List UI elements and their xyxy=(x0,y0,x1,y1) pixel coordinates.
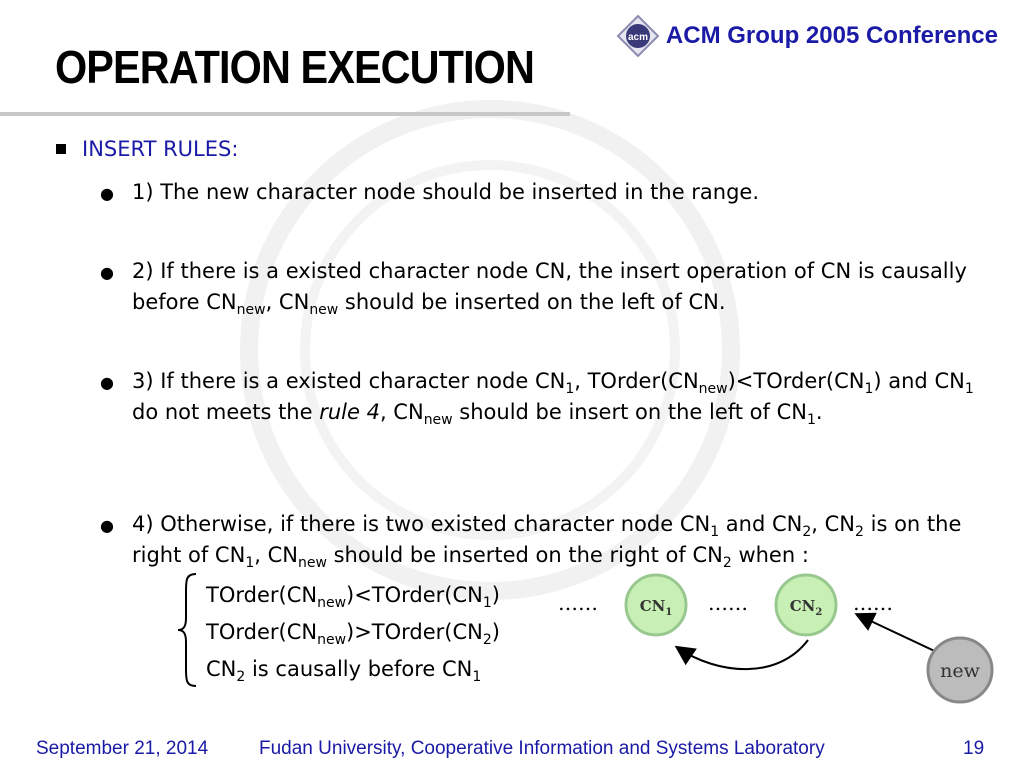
bullet-icon: ● xyxy=(100,263,114,282)
footer-date: September 21, 2014 xyxy=(36,738,209,759)
ellipsis-1: …… xyxy=(558,591,598,615)
rule-2-text: 2) If there is a existed character node CN, the insert operation of CN is causally before $CN_{new}$, $CN_{new}$ should be inserted on the left of CN. xyxy=(132,259,967,319)
curly-brace-icon xyxy=(176,572,200,688)
conference-header xyxy=(616,14,998,58)
page-title: OPERATION EXECUTION xyxy=(55,41,534,93)
cn2-label: $CN_2$ xyxy=(789,597,823,618)
condition-1: $TOrder(CN_{new})<TOrder(CN_1)$ xyxy=(206,583,500,612)
rule-3 xyxy=(100,366,1000,428)
new-node-label: new xyxy=(940,660,980,682)
acm-logo-icon xyxy=(616,14,660,58)
ellipsis-3: …… xyxy=(853,591,893,615)
footer-lab: Fudan University, Cooperative Information and Systems Laboratory xyxy=(259,738,825,759)
bullet-icon: ● xyxy=(100,373,114,392)
section-heading: INSERT RULES: xyxy=(82,137,239,161)
cn1-label: $CN_1$ xyxy=(639,597,673,618)
acm-logo-text: acm xyxy=(627,32,648,43)
section-heading-row xyxy=(56,137,238,161)
cn2-to-cn1-arrow xyxy=(678,640,808,669)
rule-1-text: 1) The new character node should be inserted in the range. xyxy=(132,180,760,204)
insert-position-diagram xyxy=(548,560,1008,710)
rule-2 xyxy=(100,256,1000,318)
bullet-icon: ● xyxy=(100,184,114,203)
page-number: 19 xyxy=(963,738,985,759)
title-divider xyxy=(0,112,570,116)
rule-1 xyxy=(100,177,1000,209)
new-to-cn2-arrow xyxy=(858,615,943,655)
conference-title: ACM Group 2005 Conference xyxy=(665,22,998,49)
bullet-icon: ● xyxy=(100,516,114,535)
rule-4-reference: rule 4 xyxy=(319,400,380,424)
rule-3-text: 3) If there is a existed character node $CN_1$, $TOrder(CN_{new})<TOrder(CN_1)$ and $CN_1$ do not meets the rule 4, $CN_{new}$ should be insert on the left of $CN_1$. xyxy=(132,369,974,429)
rule-4-text: 4) Otherwise, if there is two existed character node $CN_1$ and $CN_2$, $CN_2$ is on the right of $CN_1$, $CN_{new}$ should be inserted on the right of $CN_2$ when : xyxy=(132,512,962,572)
condition-3: $CN_2$ is causally before $CN_1$ xyxy=(206,657,482,686)
background-seal-inner-ring xyxy=(300,160,680,540)
condition-2: $TOrder(CN_{new})>TOrder(CN_2)$ xyxy=(206,620,500,649)
square-bullet-icon xyxy=(56,144,66,154)
ellipsis-2: …… xyxy=(708,591,748,615)
